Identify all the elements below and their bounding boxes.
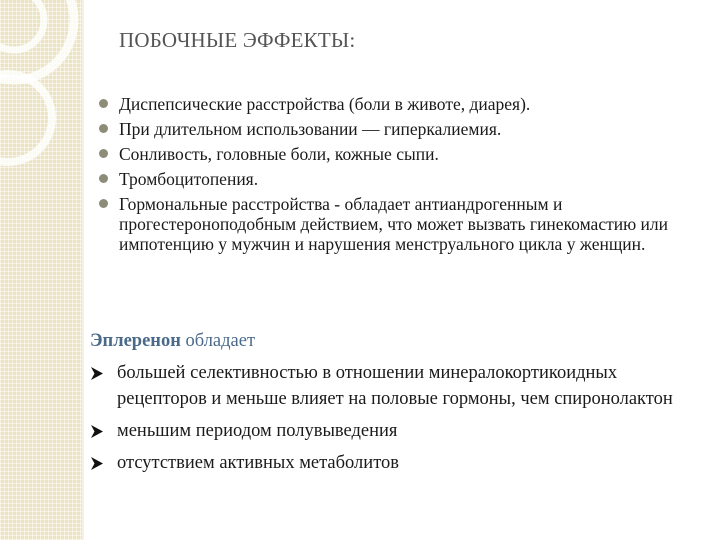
- list-item-text: Сонливость, головные боли, кожные сыпи.: [119, 144, 439, 164]
- list-item-text: Тромбоцитопения.: [119, 169, 259, 189]
- list-item: [90, 450, 710, 476]
- list-item-text: При длительном использовании — гиперкалиемия.: [119, 119, 502, 139]
- list-item-text: меньшим периодом полувыведения: [117, 421, 398, 441]
- list-item: [98, 144, 698, 164]
- list-item-text: Диспепсические расстройства (боли в животе, диарея).: [119, 94, 531, 114]
- bullet-dot-icon: [99, 174, 108, 183]
- list-item: [90, 418, 710, 444]
- arrowhead-icon: [90, 425, 103, 438]
- eplerenone-section: [90, 328, 710, 476]
- eplerenone-lead: [90, 328, 710, 354]
- concentric-circles-decoration: [0, 0, 110, 170]
- arrowhead-icon: [90, 367, 103, 380]
- arrowhead-icon: [90, 457, 103, 470]
- list-item-text: отсутствием активных метаболитов: [117, 453, 400, 473]
- list-item: [98, 119, 698, 139]
- drug-name: Эплеренон: [90, 331, 181, 351]
- list-item-text: большей селективностью в отношении минералокортикоидных рецепторов и меньше влияет на половые гормоны, чем спиронолактон: [117, 363, 673, 409]
- bullet-dot-icon: [99, 149, 108, 158]
- list-item: [98, 194, 698, 254]
- lead-text: обладает: [185, 331, 256, 351]
- bullet-dot-icon: [99, 124, 108, 133]
- eplerenone-points: [90, 360, 710, 476]
- bullet-dot-icon: [99, 199, 108, 208]
- slide-title: ПОБОЧНЫЕ ЭФФЕКТЫ:: [119, 28, 356, 52]
- side-effects-list: [98, 94, 698, 259]
- bullet-dot-icon: [99, 99, 108, 108]
- list-item: [90, 360, 710, 412]
- list-item-text: Гормональные расстройства - обладает антиандрогенным и прогестероноподобным действием, что может вызвать гинекомастию или импотенцию у мужчин и нарушения менструального цикла у женщин.: [119, 194, 669, 254]
- list-item: [98, 94, 698, 114]
- list-item: [98, 169, 698, 189]
